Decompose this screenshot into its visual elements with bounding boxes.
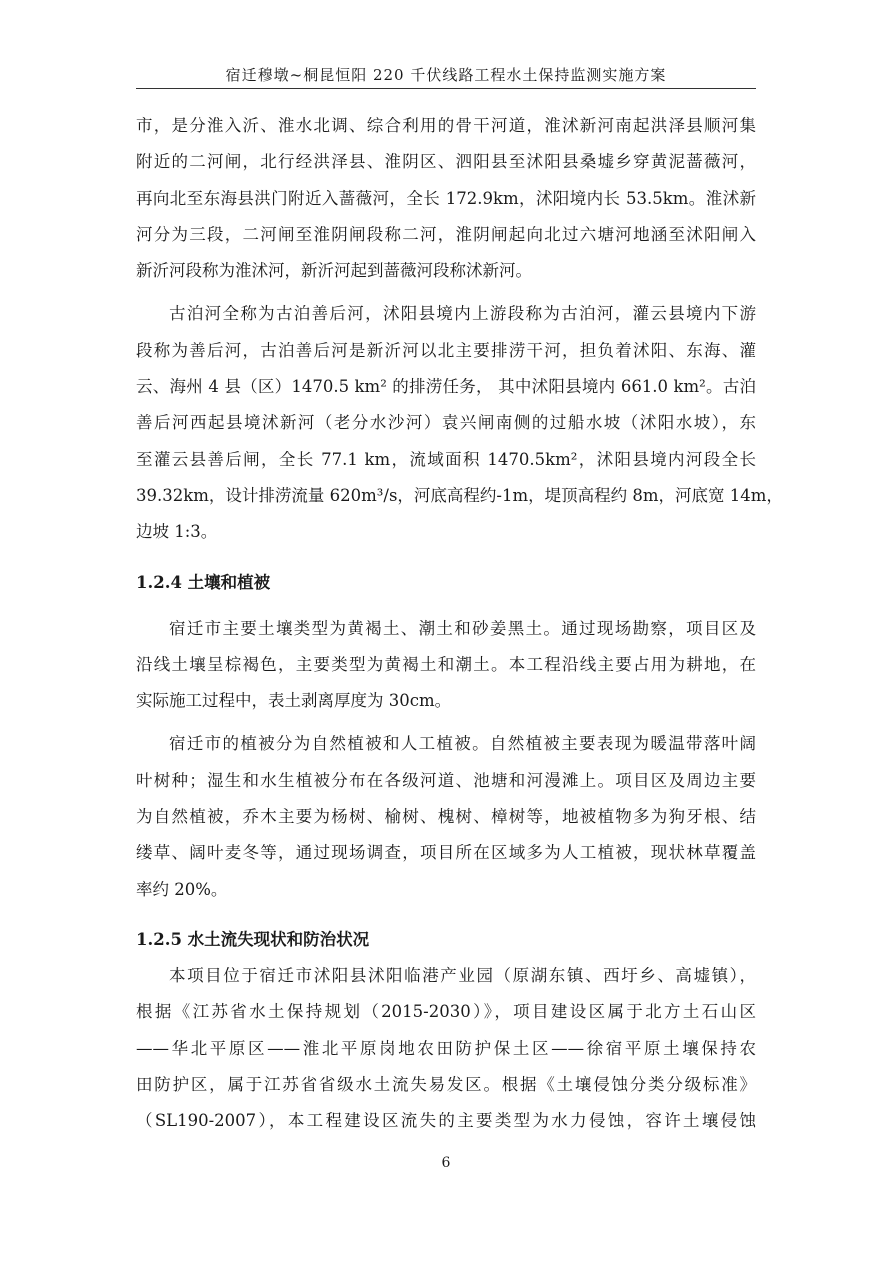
paragraph-line: ——华北平原区——淮北平原岗地农田防护保土区——徐宿平原土壤保持农 [136,1038,756,1058]
paragraph-line: 缕草、阔叶麦冬等，通过现场调查，项目所在区域多为人工植被，现状林草覆盖 [136,843,756,863]
paragraph-line: 市，是分淮入沂、淮水北调、综合利用的骨干河道，淮沭新河南起洪泽县顺河集 [136,116,756,135]
paragraph-line: 河分为三段，二河闸至淮阴闸段称二河，淮阴闸起向北过六塘河地涵至沭阳闸入 [136,224,756,244]
section-heading: 1.2.5 水土流失现状和防治状况 [136,929,370,949]
paragraph-line: 段称为善后河，古泊善后河是新沂河以北主要排涝干河，担负着沭阳、东海、灌 [136,340,756,360]
paragraph-line: 云、海州 4 县（区）1470.5 km² 的排涝任务， 其中沭阳县境内 661.0 km²。古泊 [136,377,756,397]
paragraph-line: 再向北至东海县洪门附近入蔷薇河，全长 172.9km，沭阳境内长 53.5km。淮沭新 [136,188,756,208]
section-heading: 1.2.4 土壤和植被 [136,572,271,592]
paragraph-line: 宿迁市主要土壤类型为黄褐土、潮土和砂姜黑土。通过现场勘察，项目区及 [169,618,756,638]
document-body [136,108,783,1139]
paragraph-line: 新沂河段称为淮沭河，新沂河起到蔷薇河段称沭新河。 [136,261,532,281]
paragraph-line: 至灌云县善后闸，全长 77.1 km，流域面积 1470.5km²，沭阳县境内河段全长 [136,449,756,469]
paragraph-line: 叶树种；湿生和水生植被分布在各级河道、池塘和河漫滩上。项目区及周边主要 [136,770,756,790]
paragraph-line: 率约 20%。 [136,879,228,899]
paragraph-line: 本项目位于宿迁市沭阳县沭阳临港产业园（原湖东镇、西圩乡、高墟镇）， [169,965,756,985]
paragraph-line: 根据《江苏省水土保持规划（2015-2030）》，项目建设区属于北方土石山区 [136,1002,756,1022]
running-header: 宿迁穆墩~桐昆恒阳 220 千伏线路工程水土保持监测实施方案 [225,66,667,84]
paragraph-line: （SL190-2007），本工程建设区流失的主要类型为水力侵蚀，容许土壤侵蚀 [136,1111,756,1131]
paragraph-line: 宿迁市的植被分为自然植被和人工植被。自然植被主要表现为暖温带落叶阔 [169,734,756,754]
paragraph-line: 附近的二河闸，北行经洪泽县、淮阴区、泗阳县至沭阳县桑墟乡穿黄泥蔷薇河， [136,152,756,172]
paragraph-line: 沿线土壤呈棕褐色，主要类型为黄褐土和潮土。本工程沿线主要占用为耕地，在 [136,654,756,674]
page-number: 6 [441,1155,451,1171]
paragraph-line: 边坡 1:3。 [136,522,218,542]
paragraph-line: 39.32km，设计排涝流量 620m³/s，河底高程约-1m，堤顶高程约 8m，河底宽 14m， [136,485,783,505]
paragraph-line: 实际施工过程中，表土剥离厚度为 30cm。 [136,691,452,711]
paragraph-line: 古泊河全称为古泊善后河，沭阳县境内上游段称为古泊河，灌云县境内下游 [169,304,756,324]
paragraph-line: 为自然植被，乔木主要为杨树、榆树、槐树、樟树等，地被植物多为狗牙根、结 [136,807,756,827]
header-rule [136,88,756,89]
paragraph-line: 善后河西起县境沭新河（老分水沙河）袁兴闸南侧的过船水坡（沭阳水坡），东 [136,413,756,433]
paragraph-line: 田防护区，属于江苏省省级水土流失易发区。根据《土壤侵蚀分类分级标准》 [136,1074,756,1094]
